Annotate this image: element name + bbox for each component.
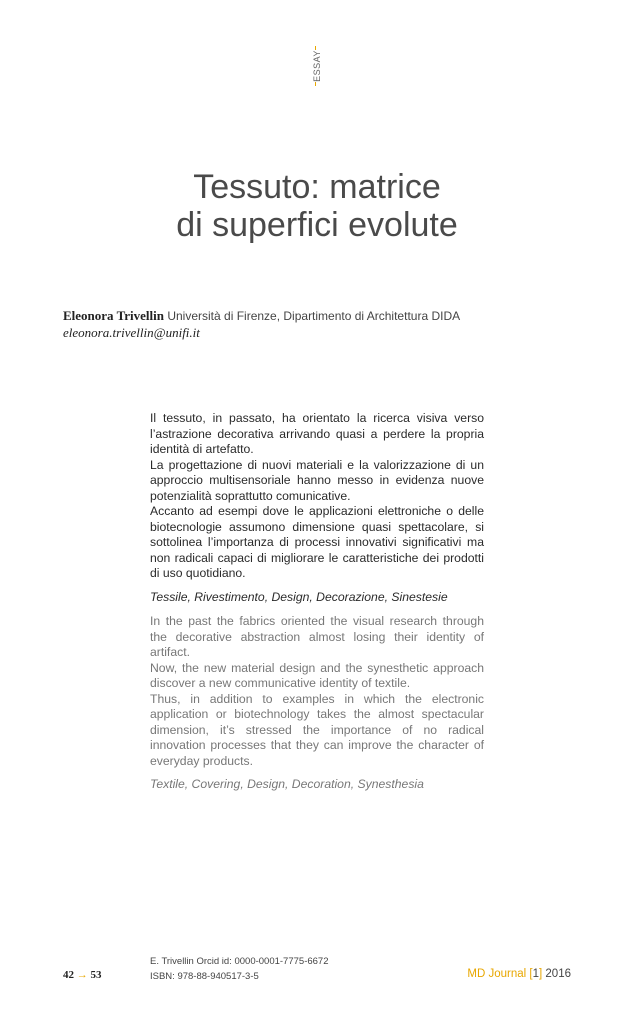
author-name: Eleonora Trivellin [63, 308, 164, 323]
section-label: ESSAY [312, 50, 322, 82]
article-title [0, 168, 634, 244]
abstract-paragraph: Thus, in addition to examples in which the electronic application or biotechnology takes the almost spectacular dimension, it’s stressed the importance of no radical innovation processes that they can improve the character of everyday products. [150, 691, 484, 768]
keywords-italian: Tessile, Rivestimento, Design, Decorazione, Sinestesie [150, 589, 448, 604]
author-email[interactable]: eleonora.trivellin@unifi.it [63, 325, 200, 340]
author-affiliation: Università di Firenze, Dipartimento di Architettura DIDA [167, 309, 461, 323]
orcid-line: E. Trivellin Orcid id: 0000-0001-7775-6672 [150, 956, 329, 967]
arrow-right-icon: → [76, 969, 88, 981]
journal-name: MD Journal [467, 968, 527, 980]
title-line-1: Tessuto: matrice [193, 168, 441, 206]
isbn-line: ISBN: 978-88-940517-3-5 [150, 971, 259, 982]
section-tag-rule-bottom [315, 82, 316, 86]
page-range [63, 969, 102, 981]
journal-year: 2016 [545, 968, 571, 980]
issue-number: 1 [532, 968, 539, 980]
section-tag [306, 46, 328, 86]
title-line-2: di superfici evolute [176, 206, 458, 244]
abstract-italian [150, 411, 484, 605]
abstract-paragraph: In the past the fabrics oriented the visual research through the decorative abstraction almost losing their identity of artifact. [150, 614, 484, 659]
page-start: 42 [63, 969, 74, 981]
keywords-english: Textile, Covering, Design, Decoration, Synesthesia [150, 777, 424, 791]
issue-bracket-open: [ [529, 968, 533, 980]
abstract-paragraph: La progettazione di nuovi materiali e la valorizzazione di un approccio multisensoriale hanno messo in evidenza nuove potenzialità soprattutto comunicative. [150, 457, 484, 503]
abstract-paragraph: Accanto ad esempi dove le applicazioni elettroniche o delle biotecnologie assumono dimensione quasi spettacolare, si sottolinea l’importanza di processi innovativi significativi ma non radicali capaci di migliorare le caratteristiche dei prodotti di uso quotidiano. [150, 504, 484, 580]
abstract-paragraph: Now, the new material design and the synesthetic approach discover a new communicative identity of textile. [150, 660, 484, 690]
abstract-english [150, 614, 484, 793]
footer-meta [150, 954, 329, 984]
journal-info [467, 968, 571, 980]
author-line [63, 308, 603, 324]
issue-bracket-close: ] [539, 968, 543, 980]
abstract-paragraph: Il tessuto, in passato, ha orientato la ricerca visiva verso l’astrazione decorativa arrivando quasi a perdere la propria identità di artefatto. [150, 411, 484, 456]
page-end: 53 [90, 969, 102, 981]
